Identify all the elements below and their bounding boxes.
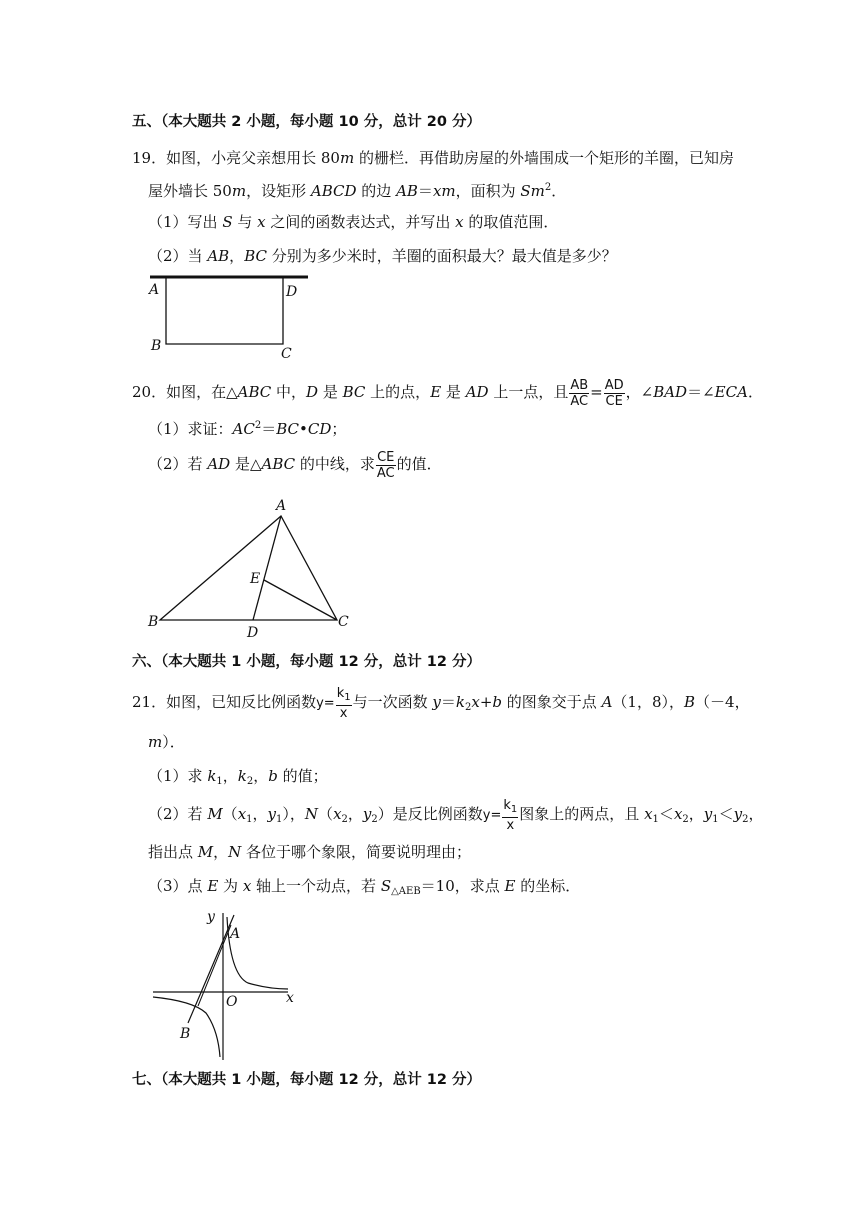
superscript: 2 bbox=[544, 182, 552, 193]
text: （2）若 bbox=[148, 805, 208, 823]
var: M bbox=[197, 843, 214, 861]
var: y bbox=[432, 693, 441, 711]
var: E bbox=[207, 877, 219, 895]
var: x bbox=[333, 805, 342, 823]
text: 的栅栏．再借助房屋的外墙围成一个矩形的羊圈，已知房 bbox=[354, 149, 734, 167]
label-C: C bbox=[281, 346, 292, 362]
var: S bbox=[222, 213, 233, 231]
text: ）是反比例函数 bbox=[377, 805, 483, 823]
text: ， bbox=[253, 767, 269, 785]
fraction-k1-x bbox=[336, 686, 352, 721]
q19-line-1 bbox=[132, 148, 734, 168]
text: （1）求证： bbox=[148, 420, 233, 438]
denominator: AC bbox=[376, 465, 395, 481]
text: ，面积为 bbox=[455, 182, 521, 200]
text: ，设矩形 bbox=[246, 182, 311, 200]
text: ， bbox=[252, 805, 268, 823]
text: ）． bbox=[162, 733, 185, 751]
var: x bbox=[455, 213, 464, 231]
var: N bbox=[228, 843, 242, 861]
section-7-heading: 七、（本大题共 1 小题，每小题 12 分，总计 12 分） bbox=[132, 1072, 481, 1088]
var: y bbox=[362, 805, 372, 823]
var: AB bbox=[207, 247, 230, 265]
numerator: AD bbox=[604, 377, 624, 393]
q20-part-2 bbox=[148, 444, 442, 484]
subscript: 1 bbox=[216, 776, 223, 787]
var: m bbox=[339, 149, 355, 167]
subscript: 1 bbox=[344, 691, 351, 703]
text: ， bbox=[347, 805, 363, 823]
text: ＝10，求点 bbox=[420, 877, 505, 895]
q19-part-1 bbox=[148, 212, 558, 232]
subscript: 2 bbox=[341, 814, 348, 825]
q19-line-2 bbox=[148, 178, 566, 201]
text: ，∠ bbox=[625, 383, 654, 401]
text: • bbox=[299, 420, 308, 438]
var: AD bbox=[207, 455, 231, 473]
q21-part-2-line-2 bbox=[148, 842, 471, 862]
text: ＝ bbox=[417, 182, 433, 200]
text: ， bbox=[213, 843, 229, 861]
denominator: AC bbox=[570, 393, 589, 409]
q21-part-1 bbox=[148, 766, 328, 792]
var: BC bbox=[244, 247, 267, 265]
q19-rectangle-figure bbox=[140, 270, 320, 365]
var: y bbox=[703, 805, 713, 823]
denominator: x bbox=[339, 705, 348, 721]
text: 指出点 bbox=[148, 843, 198, 861]
text: 上一点，且 bbox=[488, 383, 569, 401]
var: AB bbox=[396, 182, 418, 200]
k: k bbox=[503, 797, 511, 813]
fraction-k1-x bbox=[502, 798, 518, 833]
label-C: C bbox=[338, 614, 349, 630]
text: 轴上一个动点，若 bbox=[251, 877, 381, 895]
var: ECA bbox=[714, 383, 748, 401]
var: k bbox=[237, 767, 247, 785]
text: 如图，小亮父亲想用长 80 bbox=[166, 149, 340, 167]
label-A: A bbox=[276, 498, 287, 514]
text: ＜ bbox=[658, 805, 674, 823]
fence-rectangle bbox=[166, 278, 283, 344]
text: ＝ bbox=[440, 693, 456, 711]
subscript: 2 bbox=[464, 702, 472, 713]
var: ABCD bbox=[310, 182, 357, 200]
y-equals: y= bbox=[316, 696, 335, 711]
var: xm bbox=[432, 182, 456, 200]
label-x: x bbox=[286, 990, 294, 1006]
text: ＝ bbox=[261, 420, 277, 438]
q21-number: 21． bbox=[132, 693, 167, 711]
numerator: AB bbox=[570, 377, 589, 393]
subscript: 1 bbox=[712, 814, 719, 825]
var: S bbox=[380, 877, 392, 895]
var: k bbox=[207, 767, 217, 785]
subscript: 2 bbox=[371, 814, 378, 825]
text: （2）若 bbox=[148, 455, 208, 473]
var: BC bbox=[342, 383, 366, 401]
var: E bbox=[430, 383, 442, 401]
subscript: 1 bbox=[276, 814, 283, 825]
numerator bbox=[502, 798, 518, 818]
k: k bbox=[336, 685, 345, 701]
var: M bbox=[207, 805, 223, 823]
text: ）， bbox=[282, 805, 305, 823]
var: A bbox=[601, 693, 613, 711]
label-O: O bbox=[226, 994, 238, 1010]
text: 各位于哪个象限，简要说明理由； bbox=[241, 843, 472, 861]
text: 的值； bbox=[277, 767, 328, 785]
text: 上的点， bbox=[365, 383, 431, 401]
denominator: x bbox=[506, 817, 515, 833]
text: 的中线，求 bbox=[295, 455, 375, 473]
equals: = bbox=[590, 383, 603, 401]
var: x bbox=[673, 805, 683, 823]
text: （1）写出 bbox=[148, 213, 223, 231]
var: x bbox=[242, 877, 252, 895]
subscript: 2 bbox=[246, 776, 254, 787]
var: x bbox=[237, 805, 247, 823]
var: x bbox=[644, 805, 653, 823]
text: ， bbox=[229, 247, 245, 265]
subscript: △AEB bbox=[391, 886, 421, 897]
text: ． bbox=[747, 383, 763, 401]
var: E bbox=[504, 877, 516, 895]
text: ； bbox=[331, 420, 347, 438]
segment-ad bbox=[253, 516, 281, 620]
text: 之间的函数表达式，并写出 bbox=[265, 213, 456, 231]
denominator: CE bbox=[605, 393, 623, 409]
numerator bbox=[336, 686, 352, 706]
superscript: 2 bbox=[254, 420, 262, 431]
var: m bbox=[231, 182, 247, 200]
text: 图象上的两点，且 bbox=[519, 805, 645, 823]
text: 分别为多少米时，羊圈的面积最大？最大值是多少？ bbox=[266, 247, 617, 265]
subscript: 1 bbox=[246, 814, 253, 825]
fraction-ce-ac bbox=[376, 450, 396, 481]
var: AD bbox=[465, 383, 489, 401]
q21-function-graph bbox=[148, 905, 308, 1065]
var: ABC bbox=[261, 455, 296, 473]
label-E: E bbox=[250, 571, 261, 587]
label-B: B bbox=[151, 338, 162, 354]
var: D bbox=[306, 383, 319, 401]
text: 为 bbox=[218, 877, 243, 895]
fraction-ad-ce bbox=[604, 378, 625, 409]
var: m bbox=[148, 733, 163, 751]
fraction-ab-ac bbox=[569, 378, 589, 409]
var: k bbox=[455, 693, 465, 711]
text: ， bbox=[748, 805, 764, 823]
q20-part-1 bbox=[148, 416, 346, 439]
label-D: D bbox=[286, 284, 298, 300]
label-A: A bbox=[230, 926, 241, 942]
text: ， bbox=[688, 805, 704, 823]
text: 是△ bbox=[230, 455, 262, 473]
text: （1）求 bbox=[148, 767, 208, 785]
text: ． bbox=[551, 182, 567, 200]
var: CD bbox=[307, 420, 332, 438]
text: 如图，已知反比例函数 bbox=[166, 693, 317, 711]
text: 中， bbox=[271, 383, 307, 401]
text: 是 bbox=[318, 383, 343, 401]
text: ， bbox=[222, 767, 238, 785]
text: 屋外墙长 50 bbox=[148, 182, 232, 200]
text: （ bbox=[222, 805, 238, 823]
var: y bbox=[267, 805, 277, 823]
var: B bbox=[684, 693, 696, 711]
text: 如图，在△ bbox=[166, 383, 238, 401]
subscript: 1 bbox=[652, 814, 659, 825]
label-D: D bbox=[247, 625, 259, 641]
subscript: 2 bbox=[682, 814, 689, 825]
q21-line-1 bbox=[132, 682, 750, 722]
var: ABC bbox=[237, 383, 272, 401]
numerator: CE bbox=[377, 449, 395, 465]
q21-line-2 bbox=[148, 732, 185, 752]
text: 的图象交于点 bbox=[502, 693, 602, 711]
var: x bbox=[257, 213, 266, 231]
triangle-abc bbox=[160, 516, 337, 620]
text: （1，8）， bbox=[612, 693, 684, 711]
label-A: A bbox=[149, 282, 160, 298]
text: 与一次函数 bbox=[352, 693, 433, 711]
subscript: 1 bbox=[510, 803, 518, 815]
var: x bbox=[471, 693, 480, 711]
text: 的取值范围． bbox=[463, 213, 559, 231]
var: b bbox=[492, 693, 503, 711]
q21-part-3 bbox=[148, 876, 580, 902]
text: ＜ bbox=[718, 805, 734, 823]
var: Sm bbox=[520, 182, 545, 200]
var: y bbox=[733, 805, 743, 823]
var: BC bbox=[276, 420, 300, 438]
text: （ bbox=[318, 805, 334, 823]
q19-part-2 bbox=[148, 246, 617, 266]
text: （2）当 bbox=[148, 247, 208, 265]
var: AC bbox=[232, 420, 255, 438]
text: 的边 bbox=[356, 182, 397, 200]
label-B: B bbox=[148, 614, 159, 630]
label-y: y bbox=[207, 909, 215, 925]
y-equals: y= bbox=[482, 808, 502, 823]
text: 与 bbox=[232, 213, 258, 231]
var: N bbox=[304, 805, 319, 823]
var: BAD bbox=[653, 383, 688, 401]
text: 是 bbox=[441, 383, 466, 401]
section-5-heading: 五、（本大题共 2 小题，每小题 10 分，总计 20 分） bbox=[132, 114, 481, 130]
text: 的坐标． bbox=[515, 877, 581, 895]
label-B: B bbox=[180, 1026, 191, 1042]
q20-triangle-figure bbox=[140, 492, 360, 642]
text: 的值． bbox=[396, 455, 442, 473]
text: （－4， bbox=[695, 693, 750, 711]
subscript: 2 bbox=[742, 814, 749, 825]
q20-line-1 bbox=[132, 372, 763, 412]
q20-number: 20． bbox=[132, 383, 167, 401]
text: （3）点 bbox=[148, 877, 208, 895]
q21-part-2-line-1 bbox=[148, 794, 764, 834]
section-6-heading: 六、（本大题共 1 小题，每小题 12 分，总计 12 分） bbox=[132, 654, 481, 670]
text: ＝∠ bbox=[687, 383, 715, 401]
var: b bbox=[268, 767, 278, 785]
q19-number: 19． bbox=[132, 149, 167, 167]
text: + bbox=[479, 693, 493, 711]
